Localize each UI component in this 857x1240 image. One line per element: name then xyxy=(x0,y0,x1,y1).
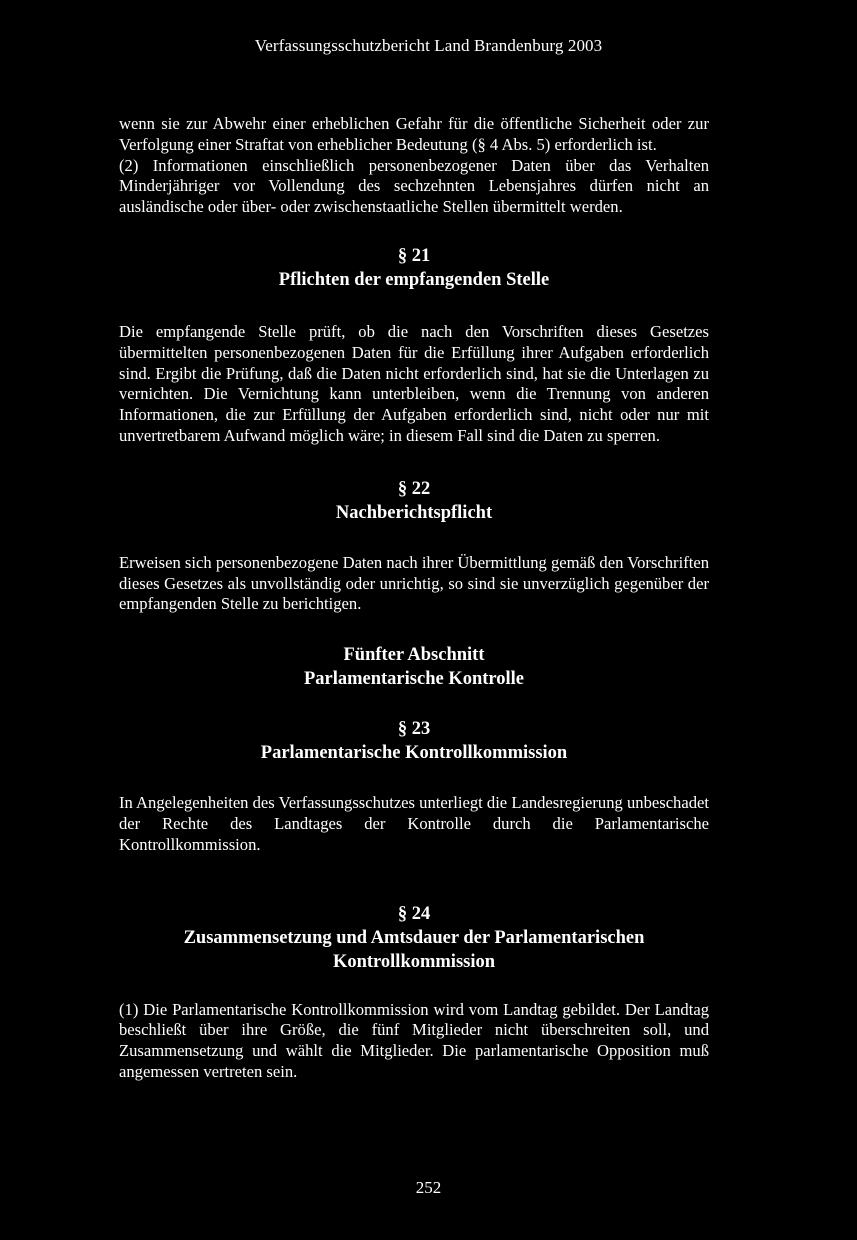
section-23-title: Parlamentarische Kontrollkommission xyxy=(260,743,568,764)
running-header: Verfassungsschutzbericht Land Brandenburg 2003 xyxy=(254,36,603,55)
section-22-number: § 22 xyxy=(397,478,431,499)
section-21-text: Die empfangende Stelle prüft, ob die nach den Vorschriften dieses Gesetzes übermittelten personenbezogenen Daten für die Erfüllung ihrer Aufgaben erforderlich sind. Ergibt die Prüfung, daß die Daten nicht erforderlich sind, hat sie die Unterlagen zu vernichten. Die Vernichtung kann unterbleiben, wenn die Trennung von anderen Informationen, die zur Erfüllung der Aufgaben erforderlich sind, nicht oder nur mit unvertretbarem Aufwand möglich wäre; in diesem Fall sind die Daten zu sperren. xyxy=(119,321,709,445)
section-23-text: In Angelegenheiten des Verfassungsschutzes unterliegt die Landesregierung unbeschadet der Rechte des Landtages der Kontrolle durch die Parlamentarische Kontrollkommission. xyxy=(119,793,709,854)
paragraph-2: (2) Informationen einschließlich personenbezogener Daten über das Verhalten Minderjähriger vor Vollendung des sechzehnten Lebensjahres dürfen nicht an ausländische oder über- oder zwischenstaatliche Stellen übermittelt werden. xyxy=(119,155,709,217)
part-5-title: Parlamentarische Kontrolle xyxy=(303,669,525,690)
section-21-title: Pflichten der empfangenden Stelle xyxy=(278,269,550,290)
section-24-text: (1) Die Parlamentarische Kontrollkommission wird vom Landtag gebildet. Der Landtag beschließt über ihre Größe, die fünf Mitglieder nicht überschreiten soll, und Zusammensetzung und wählt die Mitglieder. Die parlamentarische Opposition muß angemessen vertreten sein. xyxy=(119,999,709,1081)
page-number: 252 xyxy=(415,1178,442,1197)
paragraph-continuation: wenn sie zur Abwehr einer erheblichen Gefahr für die öffentliche Sicherheit oder zur Verfolgung einer Straftat von erheblicher Bedeutung (§ 4 Abs. 5) erforderlich ist. xyxy=(119,114,709,154)
section-22-text: Erweisen sich personenbezogene Daten nach ihrer Übermittlung gemäß den Vorschriften dieses Gesetzes als unvollständig oder unrichtig, so sind sie unverzüglich gegenüber der empfangenden Stelle zu berichtigen. xyxy=(119,552,709,614)
part-5-label: Fünfter Abschnitt xyxy=(343,645,485,666)
section-23-number: § 23 xyxy=(397,719,431,740)
section-24-title: Zusammensetzung und Amtsdauer der Parlamentarischen Kontrollkommission xyxy=(183,927,645,972)
section-24-number: § 24 xyxy=(397,903,431,924)
section-22-title: Nachberichtspflicht xyxy=(335,502,493,523)
section-21-number: § 21 xyxy=(397,245,431,266)
page-body xyxy=(119,114,709,1083)
